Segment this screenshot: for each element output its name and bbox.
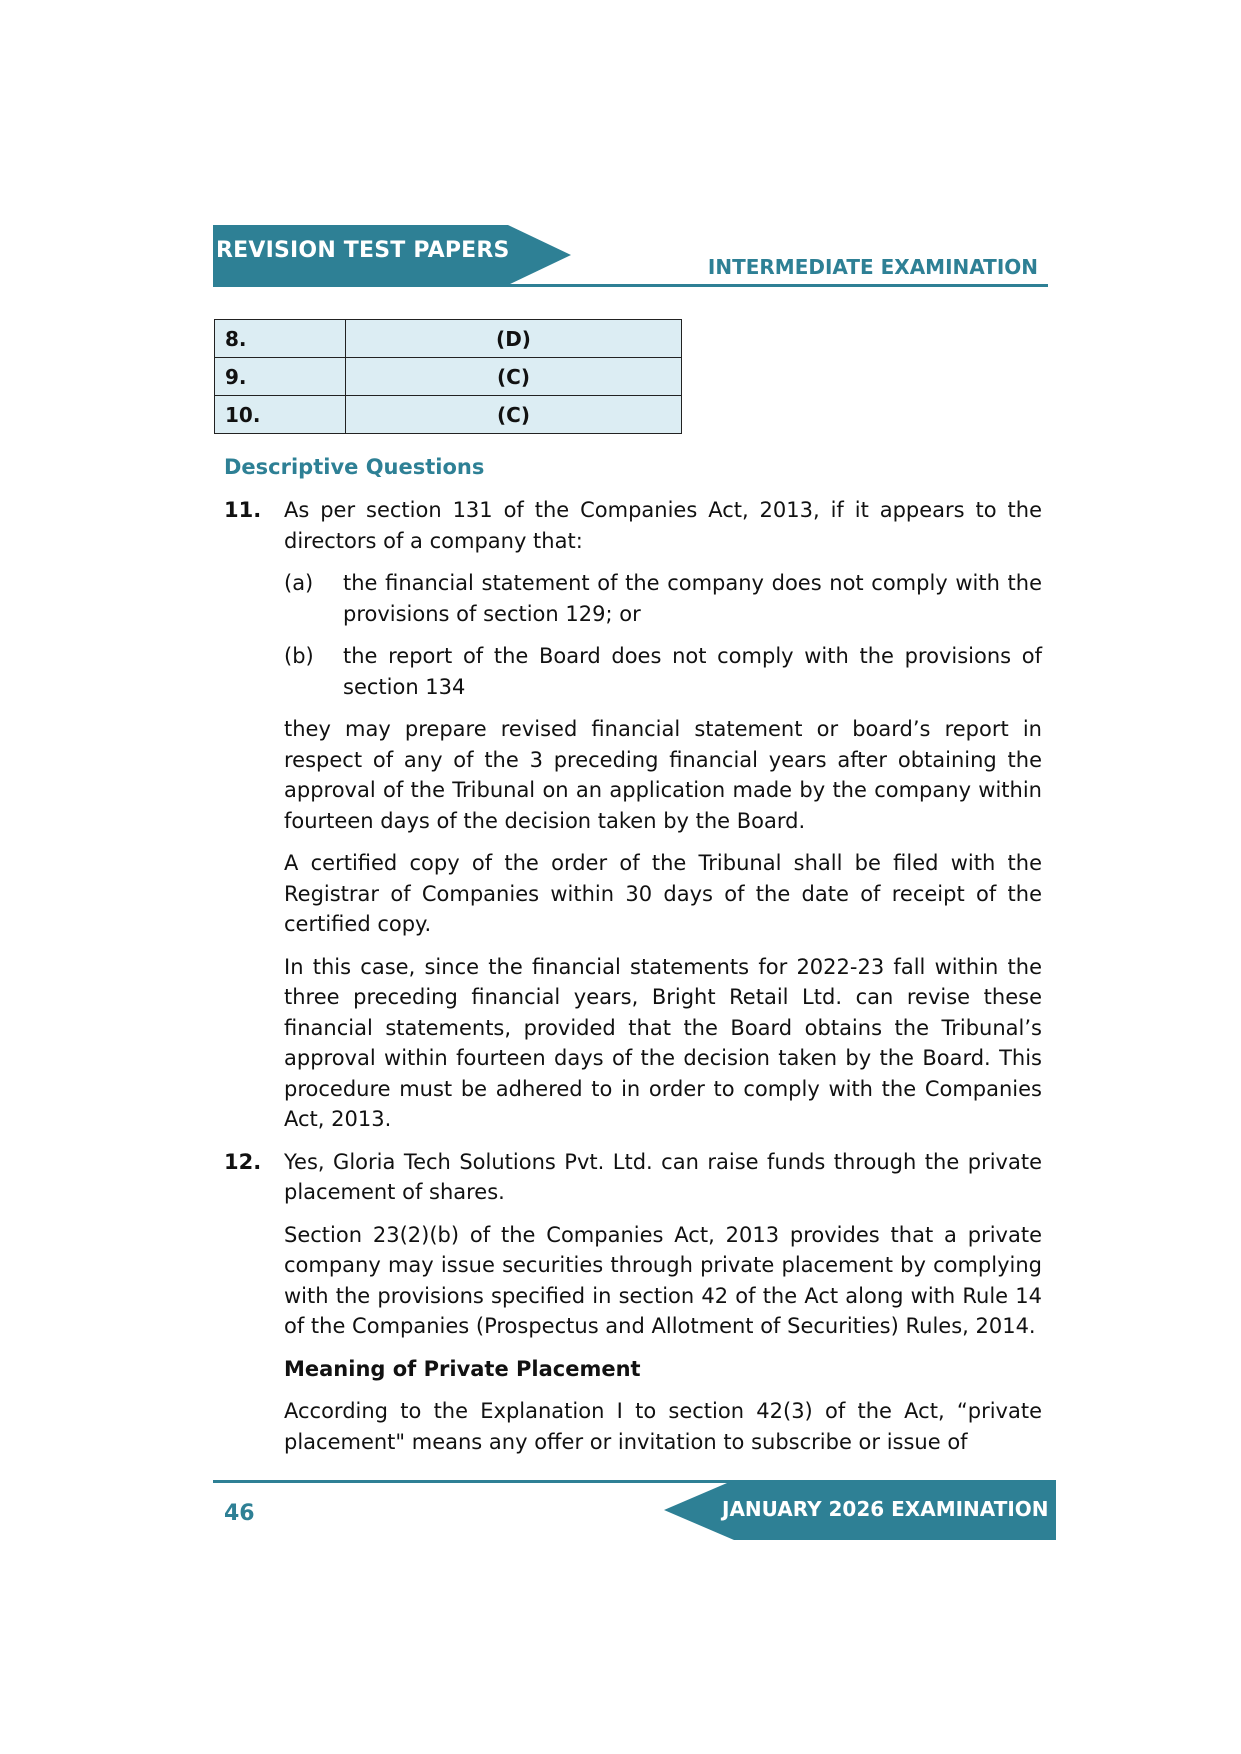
list-item-label: (a) <box>284 571 314 595</box>
question-number: 12. <box>224 1149 262 1174</box>
page-number: 46 <box>224 1501 255 1526</box>
paragraph: Yes, Gloria Tech Solutions Pvt. Ltd. can raise funds through the private placement of shares. <box>284 1149 1042 1204</box>
paragraph: As per section 131 of the Companies Act, 2013, if it appears to the directors of a company that: <box>284 498 1042 553</box>
answers-table <box>214 319 682 434</box>
subheading: Meaning of Private Placement <box>284 1356 641 1381</box>
answer-cell: (C) <box>346 396 682 434</box>
list-item-label: (b) <box>284 644 314 668</box>
list-item-text: the financial statement of the company does not comply with the provisions of section 129; or <box>343 571 1042 626</box>
list-item <box>284 641 1042 702</box>
question-number-cell: 9. <box>215 358 346 396</box>
question-number: 11. <box>224 498 262 522</box>
section-title: Descriptive Questions <box>224 455 485 479</box>
answer-cell: (C) <box>346 358 682 396</box>
question-11 <box>224 495 1042 1135</box>
question-number-cell: 8. <box>215 320 346 358</box>
table-row <box>215 396 682 434</box>
header-right-title: INTERMEDIATE EXAMINATION <box>707 255 1038 279</box>
paragraph: Section 23(2)(b) of the Companies Act, 2013 provides that a private company may issue securities through private placement by complying with the provisions specified in section 42 of the Act along with Rule 14 of the Companies (Prospectus and Allotment of Securities) Rules, 2014. <box>284 1222 1042 1338</box>
answer-cell: (D) <box>346 320 682 358</box>
question-number-cell: 10. <box>215 396 346 434</box>
paragraph: According to the Explanation I to section 42(3) of the Act, “private placement" means any offer or invitation to subscribe or issue of <box>284 1399 1042 1454</box>
question-12 <box>224 1147 1042 1458</box>
list-item-text: the report of the Board does not comply with the provisions of section 134 <box>343 644 1042 699</box>
footer-exam-label: JANUARY 2026 EXAMINATION <box>722 1497 1049 1521</box>
paragraph: A certified copy of the order of the Tribunal shall be filed with the Registrar of Companies within 30 days of the date of receipt of the certified copy. <box>284 851 1042 936</box>
header-rule <box>213 284 1048 287</box>
table-row <box>215 320 682 358</box>
table-row <box>215 358 682 396</box>
header-left-title: REVISION TEST PAPERS <box>216 238 510 263</box>
document-body <box>224 495 1042 1469</box>
list-item <box>284 568 1042 629</box>
paragraph: they may prepare revised financial statement or board’s report in respect of any of the 3 preceding financial years after obtaining the approval of the Tribunal on an application made by the company within fourteen days of the decision taken by the Board. <box>284 717 1042 833</box>
paragraph: In this case, since the financial statements for 2022-23 fall within the three preceding financial years, Bright Retail Ltd. can revise these financial statements, provided that the Board obtains the Tribunal’s approval within fourteen days of the decision taken by the Board. This procedure must be adhered to in order to comply with the Companies Act, 2013. <box>284 954 1042 1131</box>
